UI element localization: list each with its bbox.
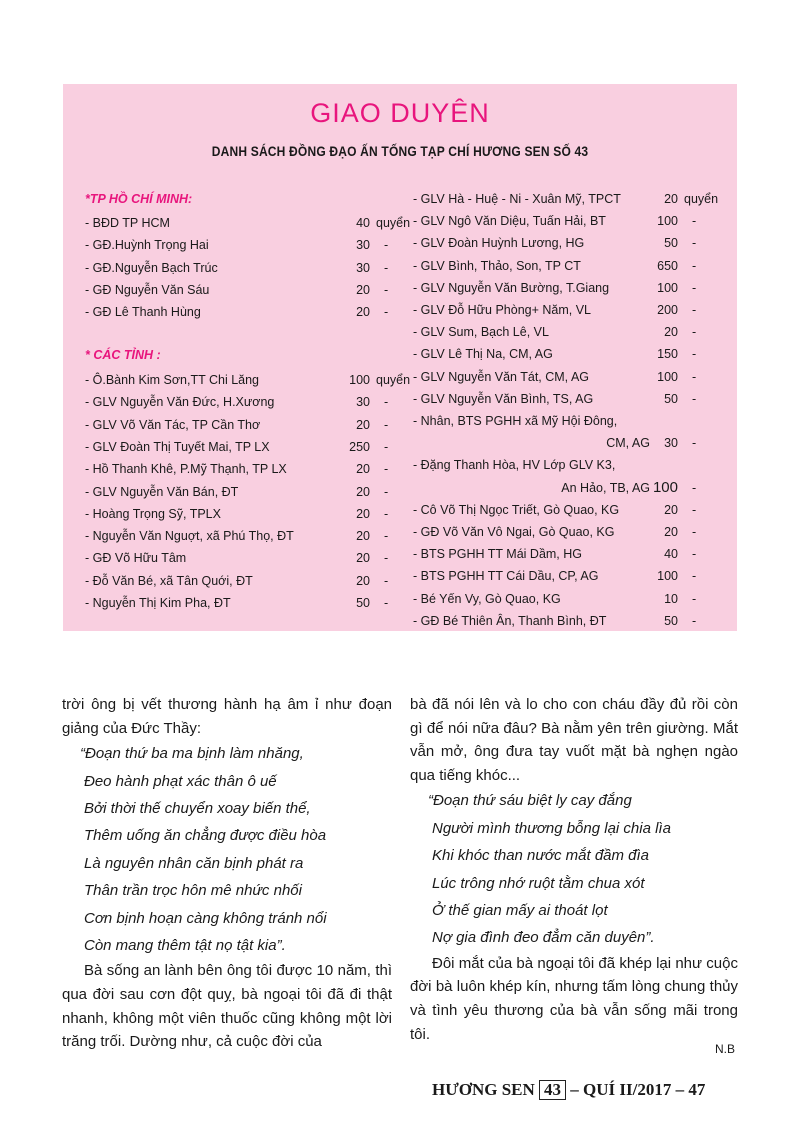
donor-row <box>85 236 405 254</box>
donor-quantity: 20 <box>356 529 370 544</box>
verse-block <box>62 740 392 959</box>
donor-row <box>85 393 405 411</box>
donor-quantity: 20 <box>356 305 370 320</box>
donor-name: - GĐ Lê Thanh Hùng <box>85 305 201 320</box>
verse-line: Là nguyên nhân căn bịnh phát ra <box>84 854 304 872</box>
donor-quantity: 10 <box>664 591 678 606</box>
article-paragraph: bà đã nói lên và lo cho con cháu đầy đủ rồi còn gì để nói nữa đâu? Bà nằm yên trên giường. Mắt vẫn mở, ông đưa tay vuốt mặt bà nghẹn ngào qua tiếng khóc... <box>410 696 738 784</box>
donor-name: - GLV Đỗ Hữu Phòng+ Năm, VL <box>413 303 592 317</box>
donor-row <box>413 590 723 608</box>
donor-name: - Đỗ Văn Bé, xã Tân Quới, ĐT <box>85 573 253 588</box>
donor-name: - GĐ.Nguyễn Bạch Trúc <box>85 260 218 275</box>
donor-name: - GĐ.Huỳnh Trọng Hai <box>85 238 209 253</box>
donor-name: - BTS PGHH TT Cái Dầu, CP, AG <box>413 569 599 584</box>
magazine-name: HƯƠNG SEN <box>432 1080 535 1099</box>
issue-number: 43 <box>539 1080 566 1100</box>
donor-quantity: 30 <box>664 436 678 451</box>
donor-quantity: 200 <box>657 303 678 317</box>
article-paragraph: trời ông bị vết thương hành hạ âm ỉ như đoạn giảng của Đức Thầy: <box>62 696 392 737</box>
donor-quantity: 20 <box>664 525 678 539</box>
donor-quantity: 20 <box>356 506 370 521</box>
donor-name: - GLV Nguyễn Văn Tát, CM, AG <box>413 369 590 384</box>
donor-quantity: 30 <box>356 395 370 410</box>
donor-name: - GLV Võ Văn Tác, TP Cần Thơ <box>85 417 261 432</box>
donor-name: - GLV Lê Thị Na, CM, AG <box>413 347 553 362</box>
donor-name: - GLV Sum, Bạch Lê, VL <box>413 325 549 340</box>
donor-name: - GĐ Võ Hữu Tâm <box>85 551 187 566</box>
donor-row <box>413 279 723 297</box>
donor-name: - GLV Đoàn Huỳnh Lương, HG <box>413 236 585 251</box>
donor-quantity: 250 <box>349 439 370 454</box>
donor-unit: - <box>692 325 697 340</box>
donor-unit: - <box>692 525 697 539</box>
donor-unit: - <box>384 417 389 432</box>
donor-unit: - <box>384 439 389 454</box>
donor-row <box>413 523 723 541</box>
article-left-column <box>62 693 392 1054</box>
donor-unit: - <box>692 502 697 517</box>
article-paragraph: Đôi mắt của bà ngoại tôi đã khép lại như cuộc đời bà luôn khép kín, nhưng tấm lòng chung thủy và tình yêu thương của bà vẫn sống mãi trong tôi. <box>410 954 738 1043</box>
donor-name: - GLV Bình, Thảo, Son, TP CT <box>413 258 581 273</box>
verse-line: Ở thế gian mấy ai thoát lọt <box>432 902 608 919</box>
donor-quantity: 50 <box>664 613 678 628</box>
donor-unit: - <box>692 391 697 406</box>
donor-row <box>85 371 411 389</box>
donor-quantity: 650 <box>657 258 678 273</box>
donor-quantity: 40 <box>356 216 370 230</box>
donor-name: An Hảo, TB, AG <box>561 480 650 495</box>
donor-unit: - <box>692 280 697 295</box>
donor-name: - GLV Nguyễn Văn Bình, TS, AG <box>413 391 594 406</box>
donor-unit: - <box>692 436 697 451</box>
donor-quantity: 20 <box>356 551 370 566</box>
donor-quantity: 100 <box>657 569 678 584</box>
donor-name: - GLV Nguyễn Văn Bường, T.Giang <box>413 280 610 295</box>
section-title: GIAO DUYÊN <box>310 98 490 128</box>
verse-line: Thân trần trọc hôn mê nhức nhối <box>84 882 302 900</box>
author-signature: N.B <box>714 1042 735 1056</box>
donor-name: - GLV Đoàn Thị Tuyết Mai, TP LX <box>85 439 270 454</box>
donor-name: - GLV Ngô Văn Diệu, Tuấn Hải, BT <box>413 214 606 229</box>
donor-quantity: 40 <box>664 547 678 562</box>
donor-unit: - <box>692 347 697 362</box>
donor-name: - BTS PGHH TT Mái Dầm, HG <box>413 547 583 562</box>
donor-unit: - <box>384 529 389 544</box>
verse-line: Bởi thời thế chuyển xoay biến thể, <box>84 800 311 817</box>
donor-quantity: 150 <box>657 347 678 362</box>
donor-quantity: 50 <box>664 391 678 406</box>
donor-unit: - <box>692 613 697 628</box>
donor-quantity: 20 <box>356 462 370 477</box>
donor-row <box>413 390 723 408</box>
donor-row <box>413 323 723 341</box>
donor-name: - Nhân, BTS PGHH xã Mỹ Hội Đông, <box>413 414 618 428</box>
donor-quantity: 20 <box>664 325 678 340</box>
donor-unit: - <box>384 282 389 297</box>
donor-unit: - <box>692 303 697 317</box>
donor-name: - GĐ Nguyễn Văn Sáu <box>85 282 210 297</box>
donor-row <box>85 259 405 277</box>
verse-line: “Đoạn thứ ba ma bịnh làm nhăng, <box>80 745 304 763</box>
verse-line: Nợ gia đình đeo đẳm căn duyên”. <box>432 929 655 947</box>
donor-unit: - <box>692 591 697 606</box>
donor-quantity: 20 <box>356 573 370 588</box>
donor-unit: - <box>384 551 389 566</box>
article-right-column <box>410 693 738 1046</box>
donor-name: - GĐ Võ Văn Vô Ngai, Gò Quao, KG <box>413 525 615 539</box>
donor-name: - Ô.Bành Kim Sơn,TT Chi Lăng <box>85 373 260 387</box>
donor-row <box>85 594 405 612</box>
donor-unit: - <box>384 596 389 610</box>
verse-line: Đeo hành phạt xác thân ô uế <box>84 772 277 790</box>
donor-unit: - <box>692 214 697 229</box>
donor-name: - GLV Nguyễn Văn Đức, H.Xương <box>85 395 275 410</box>
donor-quantity: 20 <box>356 417 370 432</box>
donor-unit: - <box>692 547 697 562</box>
donor-unit: - <box>692 236 697 251</box>
donor-name: - Hồ Thanh Khê, P.Mỹ Thạnh, TP LX <box>85 462 287 477</box>
donor-quantity: 100 <box>349 373 370 387</box>
donor-row <box>85 549 405 567</box>
donor-row <box>413 456 723 474</box>
page-number: 47 <box>688 1080 706 1099</box>
donor-quantity: 20 <box>356 282 370 297</box>
donor-unit: - <box>692 480 697 495</box>
donor-unit: - <box>384 395 389 410</box>
donor-quantity: 30 <box>356 260 370 275</box>
donor-unit: - <box>692 569 697 584</box>
donor-quantity: 100 <box>652 478 678 496</box>
donor-name: - GLV Nguyễn Văn Bán, ĐT <box>85 484 239 499</box>
donor-quantity: 20 <box>664 192 678 206</box>
donor-name: - Đặng Thanh Hòa, HV Lớp GLV K3, <box>413 458 616 473</box>
issue-period: – QUÍ II/2017 – <box>570 1080 685 1099</box>
donor-unit: - <box>384 260 389 275</box>
donor-row <box>85 460 405 478</box>
verse-block <box>410 787 738 951</box>
donor-row <box>413 612 723 630</box>
donor-unit: - <box>692 258 697 273</box>
donor-row <box>413 434 723 452</box>
donor-row <box>413 567 723 585</box>
donor-row <box>85 281 405 299</box>
page-footer <box>432 1080 705 1100</box>
donor-row <box>85 438 405 456</box>
donor-quantity: 20 <box>356 484 370 499</box>
donor-name: - GĐ Bé Thiên Ân, Thanh Bình, ĐT <box>413 613 607 628</box>
donor-row <box>413 545 723 563</box>
verse-line: Còn mang thêm tật nọ tật kia”. <box>84 937 286 955</box>
donor-row <box>85 527 405 545</box>
donor-quantity: 100 <box>657 214 678 229</box>
donor-row <box>413 368 723 386</box>
donor-row <box>413 234 723 252</box>
donor-name: - Bé Yến Vy, Gò Quao, KG <box>413 591 561 606</box>
donor-row <box>413 212 723 230</box>
donor-quantity: 30 <box>356 238 370 253</box>
donor-unit: - <box>384 238 389 253</box>
donor-unit: quyển <box>376 216 411 230</box>
donor-list-box <box>63 84 737 631</box>
verse-line: Người mình thương bỗng lại chia lìa <box>432 819 671 837</box>
provinces-heading: * CÁC TỈNH : <box>85 348 161 362</box>
donor-unit: - <box>384 462 389 477</box>
donor-unit: - <box>384 506 389 521</box>
donor-unit: - <box>692 369 697 384</box>
donor-row <box>413 301 723 319</box>
donor-unit: - <box>384 305 389 320</box>
verse-line: Thêm uống ăn chẳng được điều hòa <box>84 827 327 845</box>
donor-name: - Nguyễn Văn Nguợt, xã Phú Thọ, ĐT <box>85 529 294 544</box>
donor-row <box>413 190 723 208</box>
verse-line: Khi khóc than nước mắt đầm đìa <box>432 847 650 865</box>
donor-row <box>413 345 723 363</box>
donor-row <box>85 483 405 501</box>
donor-row <box>85 303 405 321</box>
donor-quantity: 20 <box>664 502 678 517</box>
donor-row <box>85 416 405 434</box>
donor-unit: - <box>384 484 389 499</box>
verse-line: Lúc trông nhớ ruột tằm chua xót <box>432 874 645 892</box>
hcm-heading: *TP HỒ CHÍ MINH: <box>85 192 193 206</box>
donor-row <box>413 501 723 519</box>
donor-unit: quyển <box>376 373 411 387</box>
donor-row <box>413 479 723 497</box>
donor-quantity: 100 <box>657 369 678 384</box>
donor-row <box>85 572 405 590</box>
donor-row <box>413 412 723 430</box>
donor-row <box>85 214 411 232</box>
donor-name: - BĐD TP HCM <box>85 216 170 230</box>
donor-unit: quyển <box>684 192 719 206</box>
donor-name: - GLV Hà - Huệ - Ni - Xuân Mỹ, TPCT <box>413 192 621 206</box>
donor-name: - Cô Võ Thị Ngọc Triết, Gò Quao, KG <box>413 502 620 517</box>
article-paragraph: Bà sống an lành bên ông tôi được 10 năm, thì qua đời sau cơn đột quỵ, bà ngoại tôi đã đi thật nhanh, không một viên thuốc cũng không một lời trăng trối. Dường như, cả cuộc đời của <box>62 962 392 1051</box>
donor-quantity: 50 <box>356 596 370 610</box>
donor-row <box>85 505 405 523</box>
donor-name: - Nguyễn Thị Kim Pha, ĐT <box>85 596 231 610</box>
verse-line: “Đoạn thứ sáu biệt ly cay đắng <box>428 792 632 810</box>
donor-quantity: 50 <box>664 236 678 251</box>
section-subtitle: DANH SÁCH ĐỒNG ĐẠO ẤN TỐNG TẠP CHÍ HƯƠNG SEN SỐ 43 <box>211 143 589 159</box>
donor-unit: - <box>384 573 389 588</box>
donor-name: - Hoàng Trọng Sỹ, TPLX <box>85 506 221 521</box>
donor-quantity: 100 <box>657 280 678 295</box>
verse-line: Cơn bịnh hoạn càng không tránh nổi <box>84 909 327 927</box>
donor-name: CM, AG <box>606 436 650 451</box>
donor-row <box>413 257 723 275</box>
